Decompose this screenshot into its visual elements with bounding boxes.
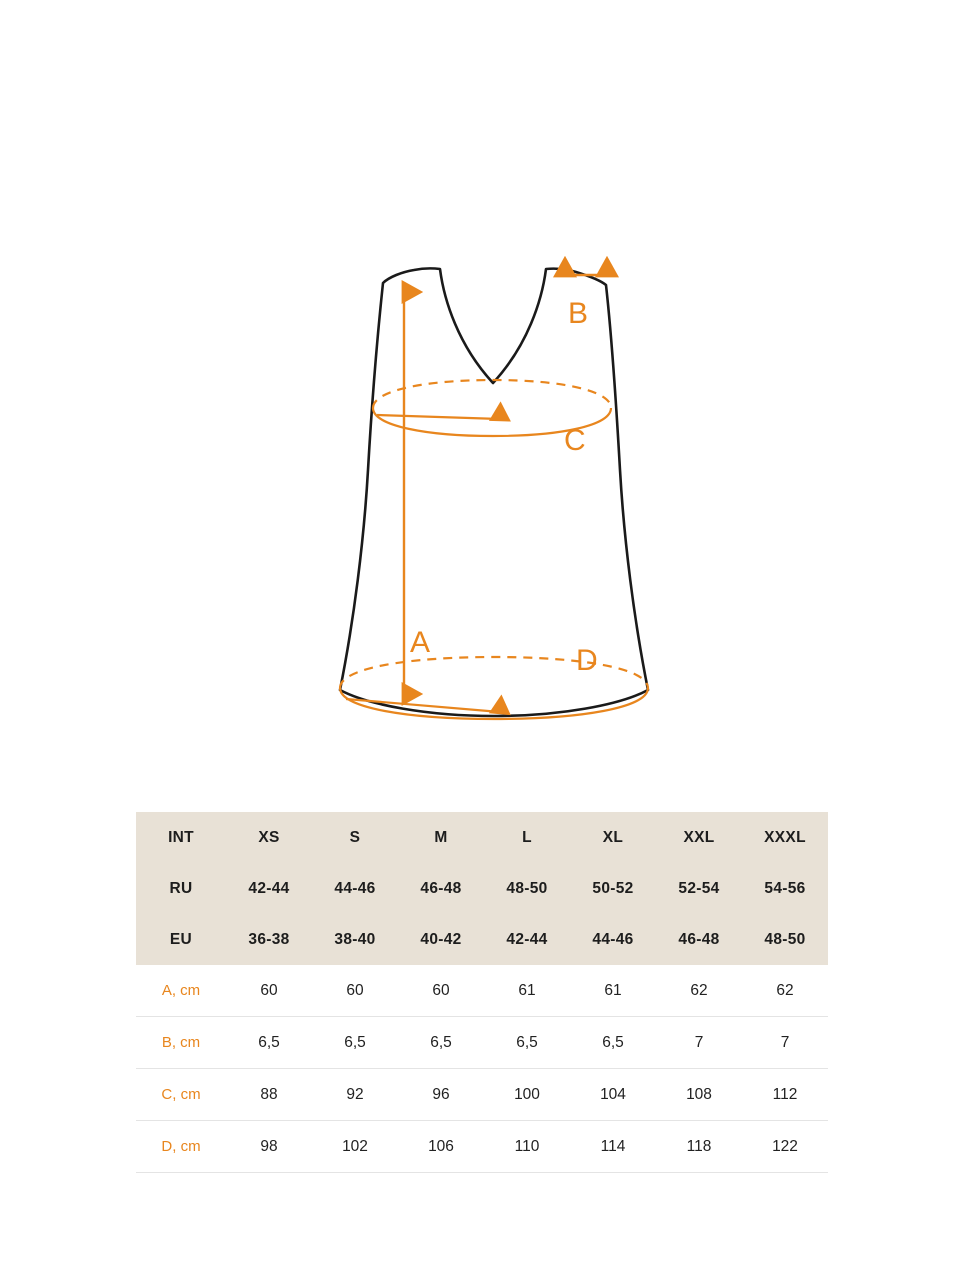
cell-c-1: 88 bbox=[226, 1069, 312, 1121]
dimension-d bbox=[340, 644, 648, 719]
garment-outline bbox=[340, 268, 648, 716]
cell-b-5: 6,5 bbox=[570, 1017, 656, 1069]
cell-int-xxxl: XXXL bbox=[742, 812, 828, 863]
cell-d-6: 118 bbox=[656, 1121, 742, 1173]
cell-d-5: 114 bbox=[570, 1121, 656, 1173]
cell-ru-4: 48-50 bbox=[484, 863, 570, 914]
dimension-a bbox=[404, 292, 430, 694]
row-label-ru: RU bbox=[136, 863, 226, 914]
dimension-a-label: A bbox=[410, 626, 431, 659]
cell-int-xl: XL bbox=[570, 812, 656, 863]
cell-b-1: 6,5 bbox=[226, 1017, 312, 1069]
cell-int-xxl: XXL bbox=[656, 812, 742, 863]
cell-eu-5: 44-46 bbox=[570, 914, 656, 965]
table-row-ru bbox=[136, 863, 828, 914]
cell-ru-6: 52-54 bbox=[656, 863, 742, 914]
cell-d-2: 102 bbox=[312, 1121, 398, 1173]
cell-a-1: 60 bbox=[226, 965, 312, 1017]
cell-ru-5: 50-52 bbox=[570, 863, 656, 914]
cell-int-s: S bbox=[312, 812, 398, 863]
cell-b-7: 7 bbox=[742, 1017, 828, 1069]
dimension-c bbox=[373, 380, 611, 457]
cell-a-2: 60 bbox=[312, 965, 398, 1017]
row-label-eu: EU bbox=[136, 914, 226, 965]
cell-d-4: 110 bbox=[484, 1121, 570, 1173]
dimension-c-label: C bbox=[564, 424, 586, 457]
table-row-a bbox=[136, 965, 828, 1017]
row-label-d: D, cm bbox=[136, 1121, 226, 1173]
cell-int-xs: XS bbox=[226, 812, 312, 863]
cell-b-4: 6,5 bbox=[484, 1017, 570, 1069]
row-label-int: INT bbox=[136, 812, 226, 863]
row-label-b: B, cm bbox=[136, 1017, 226, 1069]
cell-ru-2: 44-46 bbox=[312, 863, 398, 914]
table-row-eu bbox=[136, 914, 828, 965]
dimension-b bbox=[565, 275, 607, 330]
cell-eu-6: 46-48 bbox=[656, 914, 742, 965]
cell-eu-1: 36-38 bbox=[226, 914, 312, 965]
cell-c-6: 108 bbox=[656, 1069, 742, 1121]
cell-a-6: 62 bbox=[656, 965, 742, 1017]
table-row-c bbox=[136, 1069, 828, 1121]
cell-ru-7: 54-56 bbox=[742, 863, 828, 914]
cell-eu-7: 48-50 bbox=[742, 914, 828, 965]
cell-c-4: 100 bbox=[484, 1069, 570, 1121]
cell-a-7: 62 bbox=[742, 965, 828, 1017]
cell-int-l: L bbox=[484, 812, 570, 863]
cell-ru-1: 42-44 bbox=[226, 863, 312, 914]
cell-d-1: 98 bbox=[226, 1121, 312, 1173]
size-table bbox=[136, 812, 828, 1173]
cell-c-5: 104 bbox=[570, 1069, 656, 1121]
cell-c-7: 112 bbox=[742, 1069, 828, 1121]
cell-c-3: 96 bbox=[398, 1069, 484, 1121]
dimension-d-label: D bbox=[576, 644, 598, 677]
dimension-b-label: B bbox=[568, 297, 589, 330]
cell-b-3: 6,5 bbox=[398, 1017, 484, 1069]
cell-int-m: M bbox=[398, 812, 484, 863]
cell-b-6: 7 bbox=[656, 1017, 742, 1069]
cell-a-4: 61 bbox=[484, 965, 570, 1017]
cell-c-2: 92 bbox=[312, 1069, 398, 1121]
cell-ru-3: 46-48 bbox=[398, 863, 484, 914]
cell-eu-3: 40-42 bbox=[398, 914, 484, 965]
cell-b-2: 6,5 bbox=[312, 1017, 398, 1069]
table-row-b bbox=[136, 1017, 828, 1069]
cell-a-5: 61 bbox=[570, 965, 656, 1017]
cell-d-7: 122 bbox=[742, 1121, 828, 1173]
table-row-d bbox=[136, 1121, 828, 1173]
table-row-int bbox=[136, 812, 828, 863]
cell-d-3: 106 bbox=[398, 1121, 484, 1173]
cell-eu-4: 42-44 bbox=[484, 914, 570, 965]
cell-eu-2: 38-40 bbox=[312, 914, 398, 965]
row-label-a: A, cm bbox=[136, 965, 226, 1017]
cell-a-3: 60 bbox=[398, 965, 484, 1017]
size-table-wrap bbox=[136, 812, 828, 1173]
row-label-c: C, cm bbox=[136, 1069, 226, 1121]
